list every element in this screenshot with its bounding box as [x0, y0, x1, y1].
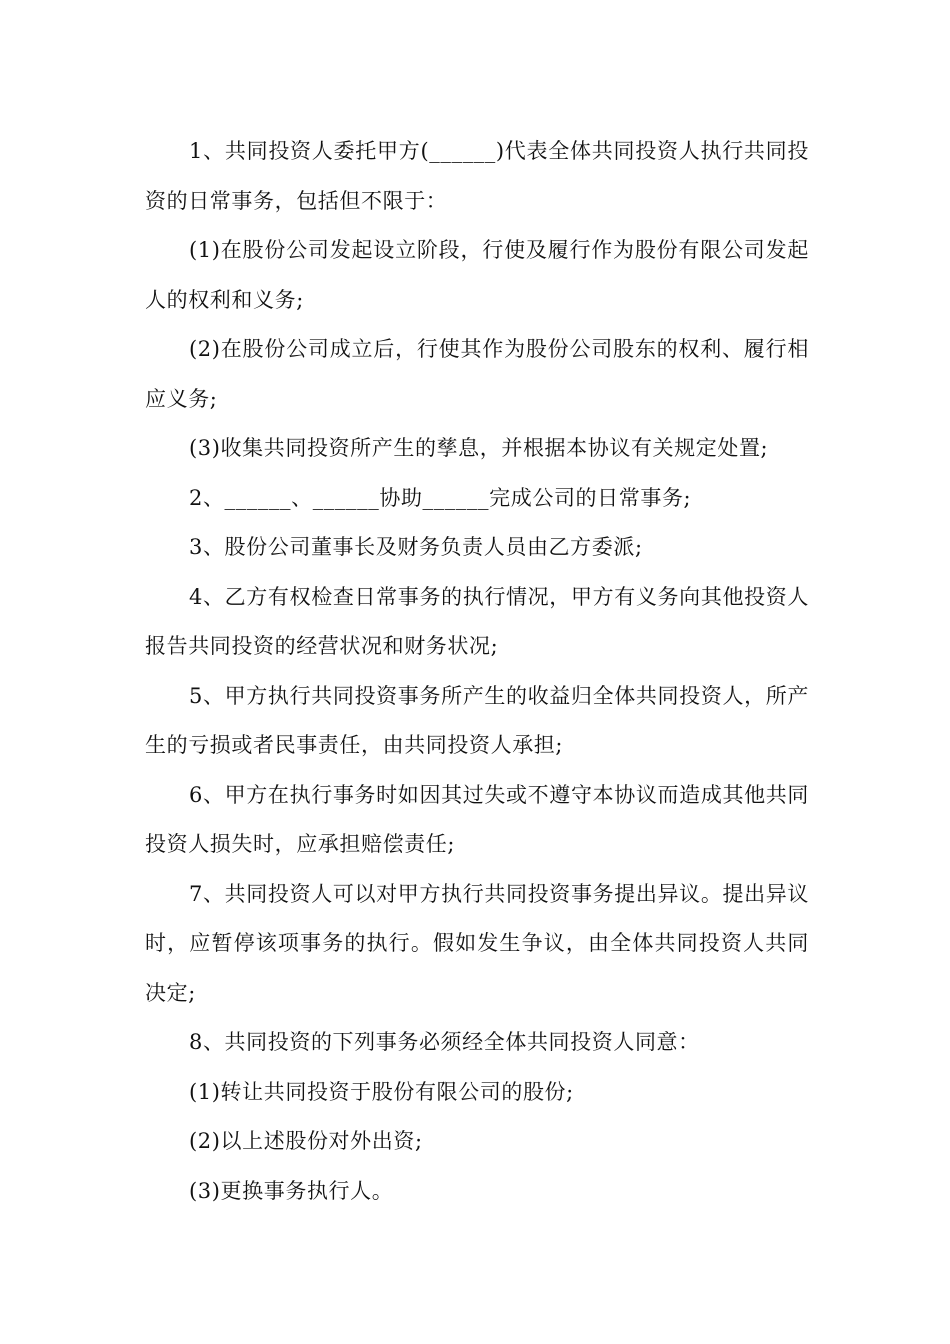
- document-body: [145, 127, 809, 1216]
- clause-1-item-2: (2)在股份公司成立后，行使其作为股份公司股东的权利、履行相应义务;: [145, 337, 809, 411]
- clause-1-item-1: (1)在股份公司发起设立阶段，行使及履行作为股份有限公司发起人的权利和义务;: [145, 238, 809, 312]
- clause-7: 7、共同投资人可以对甲方执行共同投资事务提出异议。提出异议时，应暂停该项事务的执行。假如发生争议，由全体共同投资人共同决定;: [145, 881, 809, 1005]
- clause-8-item-1: (1)转让共同投资于股份有限公司的股份;: [189, 1079, 574, 1104]
- clause-4: 4、乙方有权检查日常事务的执行情况，甲方有义务向其他投资人报告共同投资的经营状况和财务状况;: [145, 584, 809, 658]
- clause-1-item-3: (3)收集共同投资所产生的孳息，并根据本协议有关规定处置;: [189, 436, 769, 460]
- clause-8-item-3: (3)更换事务执行人。: [189, 1178, 394, 1203]
- clause-2: 2、______、______协助______完成公司的日常事务;: [189, 485, 692, 510]
- clause-5: 5、甲方执行共同投资事务所产生的收益归全体共同投资人，所产生的亏损或者民事责任，由共同投资人承担;: [145, 683, 809, 757]
- clause-8: 8、共同投资的下列事务必须经全体共同投资人同意：: [189, 1030, 700, 1054]
- clause-3: 3、股份公司董事长及财务负责人员由乙方委派;: [189, 535, 643, 559]
- clause-1: 1、共同投资人委托甲方(______)代表全体共同投资人执行共同投资的日常事务，包括但不限于：: [145, 139, 809, 213]
- clause-6: 6、甲方在执行事务时如因其过失或不遵守本协议而造成其他共同投资人损失时，应承担赔偿责任;: [145, 782, 809, 856]
- clause-8-item-2: (2)以上述股份对外出资;: [189, 1129, 423, 1153]
